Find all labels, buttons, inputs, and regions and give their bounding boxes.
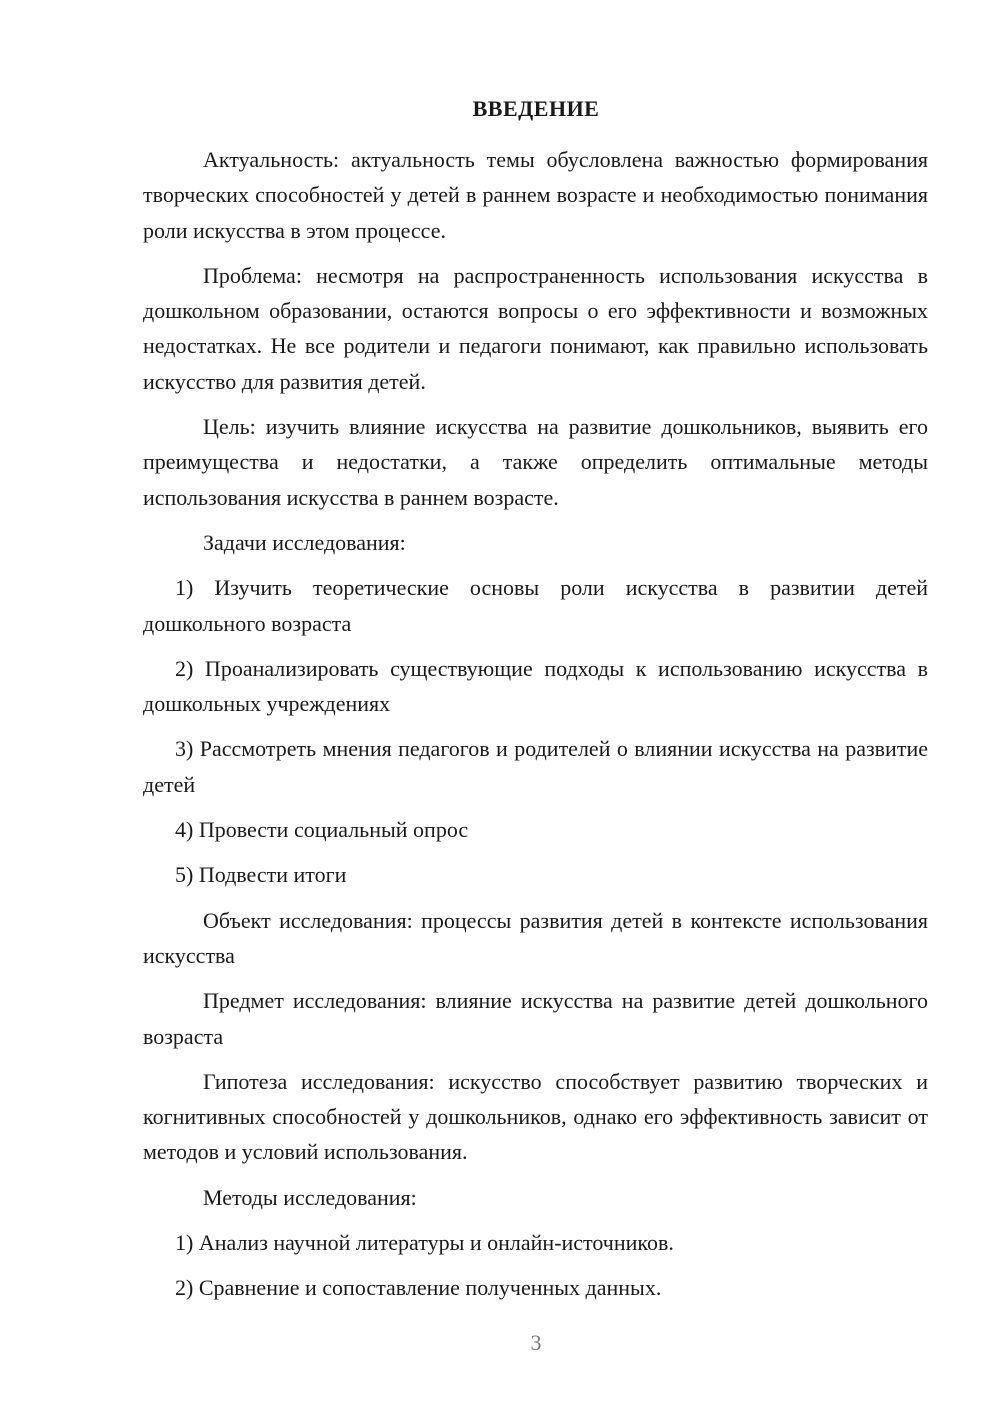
tasks-heading: Задачи исследования:	[203, 529, 406, 555]
task-item-4: 4) Провести социальный опрос	[175, 817, 469, 843]
paragraph-subject: Предмет исследования: влияние искусства на развитие детей дошкольного возраста	[143, 988, 928, 1049]
task-item-2: 2) Проанализировать существующие подходы к использованию искусства в дошкольных учреждениях	[143, 655, 928, 717]
body-text	[143, 142, 928, 1316]
task-item-5: 5) Подвести итоги	[175, 862, 347, 888]
task-item-3: 3) Рассмотреть мнения педагогов и родителей о влиянии искусства на развитие детей	[143, 736, 928, 797]
methods-heading: Методы исследования:	[203, 1184, 417, 1210]
page-number: 3	[530, 1330, 542, 1355]
paragraph-object: Объект исследования: процессы развития детей в контексте использования искусства	[143, 907, 928, 968]
paragraph-relevance: Актуальность: актуальность темы обусловлена важностью формирования творческих способностей у детей в раннем возрасте и необходимостью понимания роли искусства в этом процессе.	[143, 147, 928, 243]
paragraph-problem: Проблема: несмотря на распространенность использования искусства в дошкольном образовании, остаются вопросы о его эффективности и возможных недостатках. Не все родители и педагоги понимают, как правильно использовать искусство для развития детей.	[143, 262, 928, 394]
task-item-1: 1) Изучить теоретические основы роли искусства в развитии детей дошкольного возраста	[143, 575, 928, 636]
method-item-2: 2) Сравнение и сопоставление полученных данных.	[175, 1275, 662, 1301]
paragraph-goal: Цель: изучить влияние искусства на развитие дошкольников, выявить его преимущества и недостатки, а также определить оптимальные методы использования искусства в раннем возрасте.	[143, 414, 928, 510]
section-title: ВВЕДЕНИЕ	[472, 96, 600, 121]
method-item-1: 1) Анализ научной литературы и онлайн-источников.	[175, 1230, 674, 1256]
paragraph-hypothesis: Гипотеза исследования: искусство способствует развитию творческих и когнитивных способностей у дошкольников, однако его эффективность зависит от методов и условий использования.	[143, 1068, 928, 1165]
